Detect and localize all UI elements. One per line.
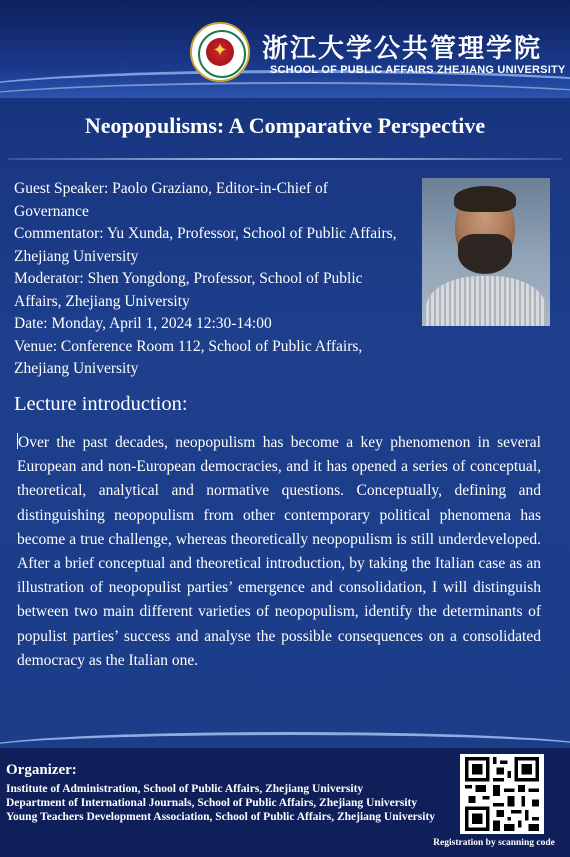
title-divider	[8, 158, 562, 160]
commentator: Commentator: Yu Xunda, Professor, School of Public Affairs, Zhejiang University	[14, 225, 397, 265]
school-name-english: SCHOOL OF PUBLIC AFFAIRS ZHEJIANG UNIVERSITY	[270, 64, 566, 76]
event-date: Date: Monday, April 1, 2024 12:30-14:00	[14, 315, 272, 332]
lecture-intro-heading: Lecture introduction:	[14, 393, 188, 415]
moderator: Moderator: Shen Yongdong, Professor, School of Public Affairs, Zhejiang University	[14, 270, 363, 310]
header-banner	[0, 0, 570, 98]
organizer-label: Organizer:	[6, 762, 77, 778]
event-details	[14, 178, 406, 381]
lecture-intro-text	[17, 431, 541, 673]
intro-paragraph: Over the past decades, neopopulism has become a key phenomenon in several European and non-European democracies, and it has opened a series of conceptual, theoretical, analytical and normative questions. Conceptually, defining and distinguishing neopopulism from other contemporary political phenomena has become a true challenge, whereas theoretically neopopulism is still underdeveloped. After a brief conceptual and theoretical introduction, by taking the Italian case as an illustration of neopopulist parties’ emergence and consolidation, I will distinguish between two main different varieties of neopopulism, identify the determinants of populist parties’ success and analyse the possible consequences on a consolidated democracy as the Italian one.	[17, 434, 541, 669]
university-logo-icon: ✦	[190, 22, 250, 82]
lecture-title: Neopopulisms: A Comparative Perspective	[84, 113, 486, 138]
organizer-item: Young Teachers Development Association, School of Public Affairs, Zhejiang University	[6, 811, 436, 823]
registration-qr-code[interactable]	[460, 754, 544, 834]
event-venue: Venue: Conference Room 112, School of Public Affairs, Zhejiang University	[14, 337, 363, 377]
guest-speaker: Guest Speaker: Paolo Graziano, Editor-in-Chief of Governance	[14, 180, 328, 220]
organizer-item: Institute of Administration, School of Public Affairs, Zhejiang University	[6, 783, 364, 795]
speaker-photo	[422, 178, 550, 326]
organizer-item: Department of International Journals, School of Public Affairs, Zhejiang University	[6, 797, 418, 809]
qr-caption: Registration by scanning code	[433, 838, 555, 848]
organizer-list	[6, 782, 456, 824]
school-name-chinese: 浙江大学公共管理学院	[262, 34, 543, 64]
